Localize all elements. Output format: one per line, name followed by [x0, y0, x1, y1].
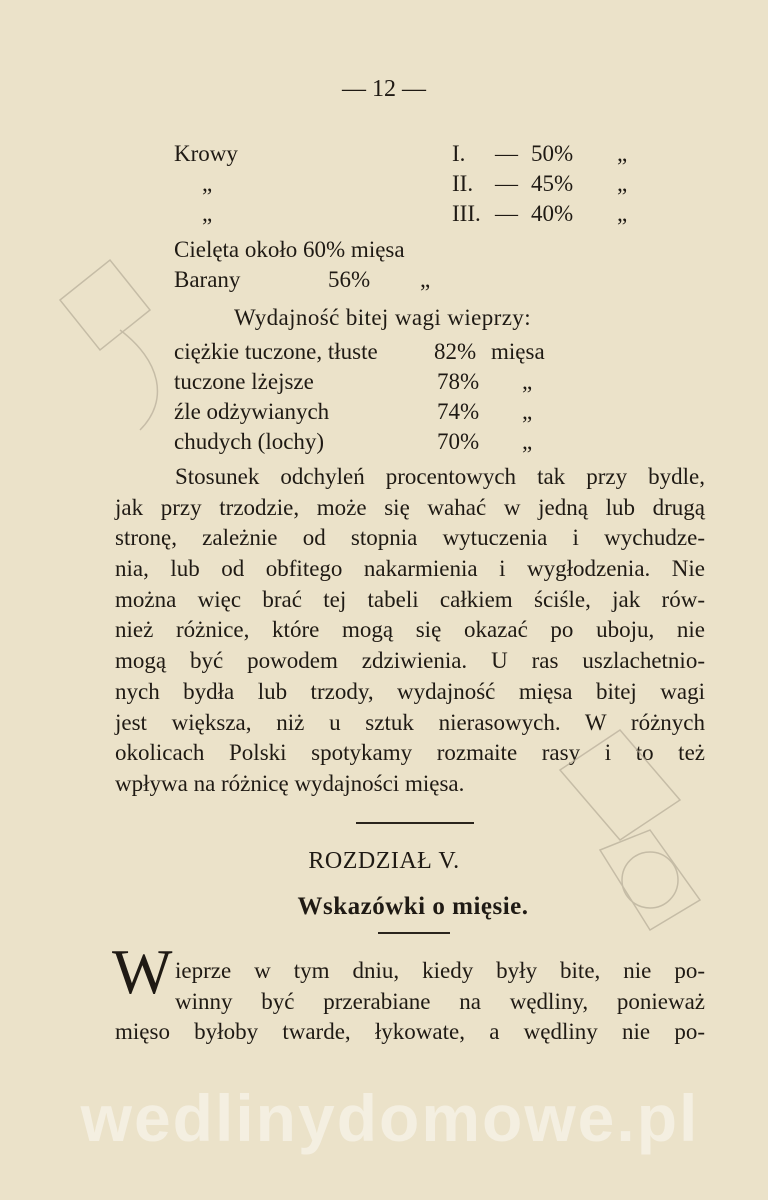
dash: — — [495, 201, 518, 226]
ditto-mark: „ — [617, 171, 628, 196]
percent-value: 40% — [531, 201, 574, 226]
animal-label: Barany — [174, 267, 241, 292]
class-label: I. — [452, 141, 466, 166]
text-line: okolicach Polski spotykamy rozmaite rasy i to też — [115, 740, 705, 766]
text-line: winny być przerabiane na wędliny, ponieważ — [175, 988, 705, 1014]
ditto-mark: „ — [522, 399, 533, 424]
calves-line: Cielęta około 60% mięsa — [174, 237, 405, 262]
percent-value: 50% — [531, 141, 574, 166]
unit-label: mięsa — [491, 339, 545, 364]
animal-label: „ — [202, 171, 213, 196]
dash: — — [495, 171, 518, 196]
chapter-title: ROZDZIAŁ V. — [308, 848, 460, 874]
text-line: nych bydła lub trzody, wydajność mięsa bitej wagi — [115, 678, 705, 704]
percent-value: 45% — [531, 171, 574, 196]
watermark: wedlinydomowe.pl — [80, 1081, 700, 1155]
text-line: wpływa na różnicę wydajności mięsa. — [115, 770, 465, 796]
text-line: jak przy trzodzie, może się wahać w jedną lub drugą — [115, 494, 705, 520]
ditto-mark: „ — [522, 369, 533, 394]
text-line: mogą być powodem zdziwienia. U ras uszlachetnio- — [115, 648, 705, 674]
text-line: ieprze w tym dniu, kiedy były bite, nie po- — [175, 958, 705, 983]
text-line: Stosunek odchyleń procentowych tak przy bydle, — [175, 464, 705, 489]
chapter-subtitle: Wskazówki o mięsie. — [297, 893, 529, 920]
animal-label: „ — [202, 201, 213, 226]
pig-kind: źle odżywianych — [174, 399, 330, 424]
percent-value: 82% — [434, 339, 477, 364]
dash: — — [495, 141, 518, 166]
percent-value: 78% — [437, 369, 480, 394]
text-line: nia, lub od obfitego nakarmienia i wygłodzenia. Nie — [115, 556, 705, 582]
ditto-mark: „ — [617, 201, 628, 226]
pig-kind: ciężkie tuczone, tłuste — [174, 339, 378, 364]
ditto-mark: „ — [420, 267, 431, 292]
ditto-mark: „ — [522, 429, 533, 454]
text-line: jest większa, niż u sztuk nierasowych. W różnych — [115, 709, 705, 735]
ditto-mark: „ — [617, 141, 628, 166]
drop-cap: W — [112, 936, 173, 1007]
text-line: można więc brać tej tabeli całkiem ściśle, jak rów- — [115, 586, 705, 612]
animal-label: Krowy — [174, 141, 238, 166]
class-label: II. — [452, 171, 474, 196]
text-line: mięso byłoby twarde, łykowate, a wędliny nie po- — [115, 1019, 705, 1045]
text-line: nież różnice, które mogą się okazać po uboju, nie — [115, 617, 705, 643]
text-line: stronę, zależnie od stopnia wytuczenia i wychudze- — [115, 525, 705, 551]
percent-value: 70% — [437, 429, 480, 454]
pig-kind: chudych (lochy) — [174, 429, 325, 454]
percent-value: 74% — [437, 399, 480, 424]
pigs-heading: Wydajność bitej wagi wieprzy: — [234, 305, 531, 330]
page-number: — 12 — — [342, 76, 426, 102]
percent-value: 56% — [328, 267, 371, 292]
class-label: III. — [452, 201, 481, 226]
pig-kind: tuczone lżejsze — [174, 369, 314, 394]
